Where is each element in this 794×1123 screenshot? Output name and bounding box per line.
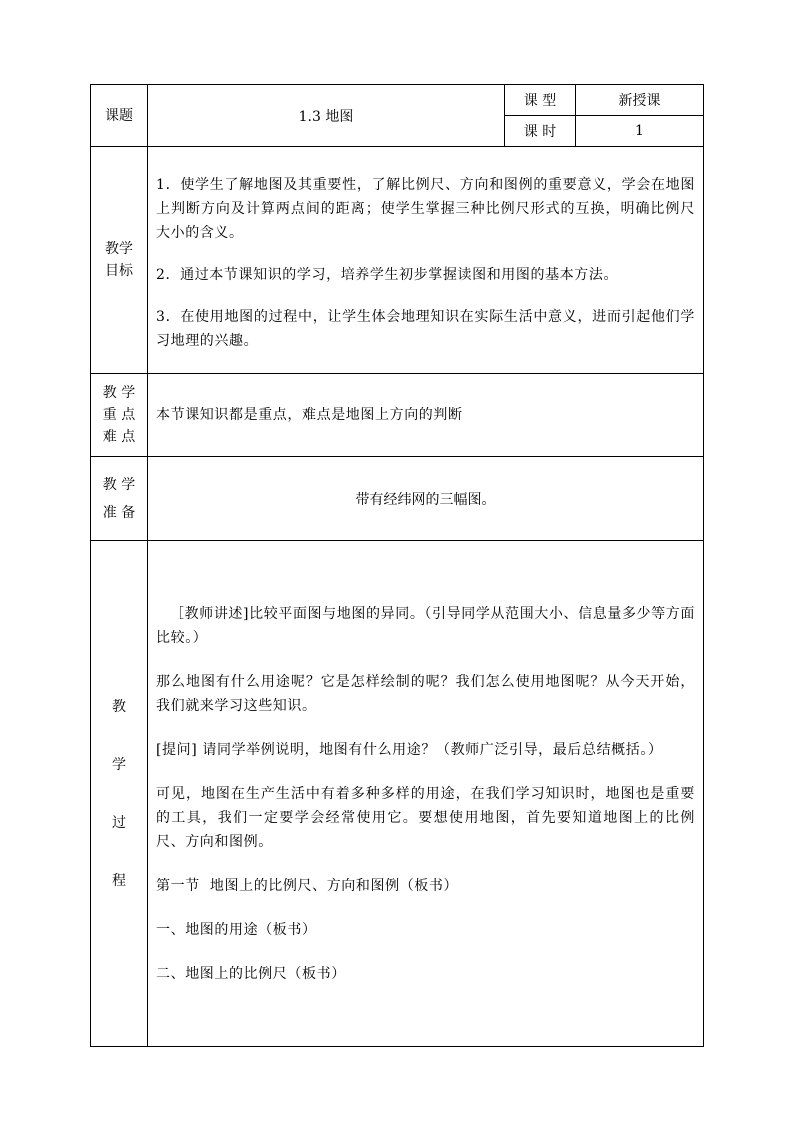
process-paragraph-4: 可见，地图在生产生活中有着多种多样的用途，在我们学习知识时，地图也是重要的工具，我们一定要学会经常使用它。要想使用地图，首先要知道地图上的比例尺、方向和图例。 <box>156 785 695 850</box>
process-paragraph-3: [提问] 请同学举例说明，地图有什么用途？（教师广泛引导，最后总结概括。） <box>156 741 663 758</box>
process-content <box>148 541 704 1047</box>
key-points-label-line3: 难 点 <box>102 429 136 445</box>
key-points-content <box>148 374 704 457</box>
class-hours-value: 1 <box>576 116 704 147</box>
objective-item-2: 2．通过本节课知识的学习，培养学生初步掌握读图和用图的基本方法。 <box>156 267 619 283</box>
process-section-heading: 第一节 地图上的比例尺、方向和图例（板书） <box>156 877 459 894</box>
process-paragraph-2: 那么地图有什么用途呢？它是怎样绘制的呢？我们怎么使用地图呢？从今天开始，我们就来学习这些知识。 <box>156 673 695 714</box>
preparation-content: 带有经纬网的三幅图。 <box>148 457 704 541</box>
preparation-label-line2: 准 备 <box>102 504 136 521</box>
process-label-char-3: 过 <box>112 814 126 831</box>
process-subheading-2: 二、地图上的比例尺（板书） <box>156 965 346 982</box>
objective-item-1: 1．使学生了解地图及其重要性，了解比例尺、方向和图例的重要意义，学会在地图上判断方向及计算两点间的距离；使学生掌握三种比例尺形式的互换，明确比例尺大小的含义。 <box>156 177 695 241</box>
objectives-label <box>91 147 148 374</box>
objectives-content <box>148 147 704 374</box>
objectives-label-line2: 目标 <box>105 263 133 279</box>
process-subheading-1: 一、地图的用途（板书） <box>156 921 317 938</box>
lesson-plan-table <box>90 84 704 1047</box>
process-label-char-1: 教 <box>112 698 126 715</box>
topic-label: 课题 <box>91 85 148 147</box>
lesson-type-value: 新授课 <box>576 85 704 116</box>
lesson-type-label: 课 型 <box>505 85 576 116</box>
process-label <box>91 541 148 1047</box>
objective-item-3: 3．在使用地图的过程中，让学生体会地理知识在实际生活中意义，进而引起他们学习地理的兴趣。 <box>156 309 695 349</box>
objectives-label-line1: 教学 <box>105 241 133 257</box>
key-points-label-line2: 重 点 <box>102 407 136 423</box>
process-paragraph-1: ［教师讲述]比较平面图与地图的异同。（引导同学从范围大小、信息量多少等方面比较。） <box>156 605 695 646</box>
process-label-char-4: 程 <box>112 872 126 889</box>
key-points-label-line1: 教 学 <box>102 385 136 401</box>
preparation-label <box>91 457 148 541</box>
process-label-char-2: 学 <box>112 756 126 773</box>
class-hours-label: 课 时 <box>505 116 576 147</box>
key-points-text: 本节课知识都是重点，难点是地图上方向的判断 <box>156 407 463 423</box>
topic-value: 1.3 地图 <box>148 85 505 147</box>
preparation-label-line1: 教 学 <box>102 476 136 493</box>
key-points-label <box>91 374 148 457</box>
